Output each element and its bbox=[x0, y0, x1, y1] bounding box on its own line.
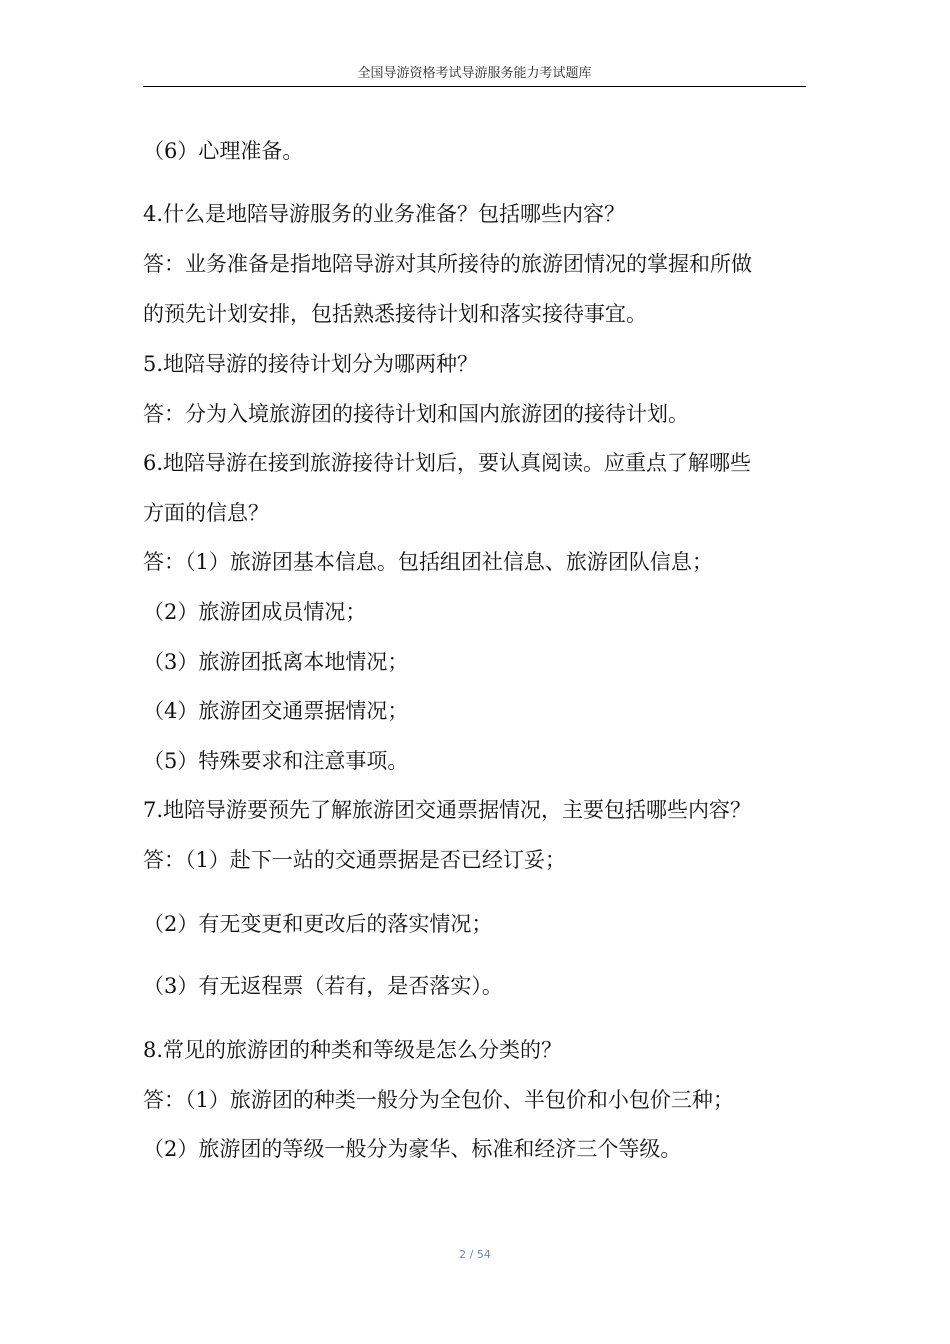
text-line: （4）旅游团交通票据情况； bbox=[143, 699, 409, 723]
text-line: 方面的信息？ bbox=[143, 501, 269, 525]
question-7: 7.地陪导游要预先了解旅游团交通票据情况，主要包括哪些内容？ bbox=[143, 798, 752, 822]
page-number: 2 / 54 bbox=[459, 1248, 491, 1261]
question-6: 6.地陪导游在接到旅游接待计划后，要认真阅读。应重点了解哪些 bbox=[143, 451, 752, 475]
question-4: 4.什么是地陪导游服务的业务准备？包括哪些内容？ bbox=[143, 202, 626, 226]
text-line: 答：分为入境旅游团的接待计划和国内旅游团的接待计划。 bbox=[143, 402, 689, 426]
text-line: （3）旅游团抵离本地情况； bbox=[143, 650, 409, 674]
text-line: （2）旅游团的等级一般分为豪华、标准和经济三个等级。 bbox=[143, 1137, 682, 1161]
text-line: （2）有无变更和更改后的落实情况； bbox=[143, 912, 493, 936]
text-line: （3）有无返程票（若有，是否落实）。 bbox=[143, 974, 503, 998]
text-line: 的预先计划安排，包括熟悉接待计划和落实接待事宜。 bbox=[143, 302, 647, 326]
page-header: 全国导游资格考试导游服务能力考试题库 bbox=[357, 66, 592, 81]
question-8: 8.常见的旅游团的种类和等级是怎么分类的？ bbox=[143, 1038, 563, 1062]
text-line: 答：（1）旅游团的种类一般分为全包价、半包价和小包价三种； bbox=[143, 1088, 734, 1112]
question-5: 5.地陪导游的接待计划分为哪两种？ bbox=[143, 352, 479, 376]
text-line: 答：（1）旅游团基本信息。包括组团社信息、旅游团队信息； bbox=[143, 550, 713, 574]
text-line: （5）特殊要求和注意事项。 bbox=[143, 749, 409, 773]
text-line: （6）心理准备。 bbox=[143, 139, 304, 163]
header-divider bbox=[143, 86, 806, 87]
text-line: 答：（1）赴下一站的交通票据是否已经订妥； bbox=[143, 848, 566, 872]
text-line: （2）旅游团成员情况； bbox=[143, 600, 367, 624]
text-line: 答：业务准备是指地陪导游对其所接待的旅游团情况的掌握和所做 bbox=[143, 252, 752, 276]
